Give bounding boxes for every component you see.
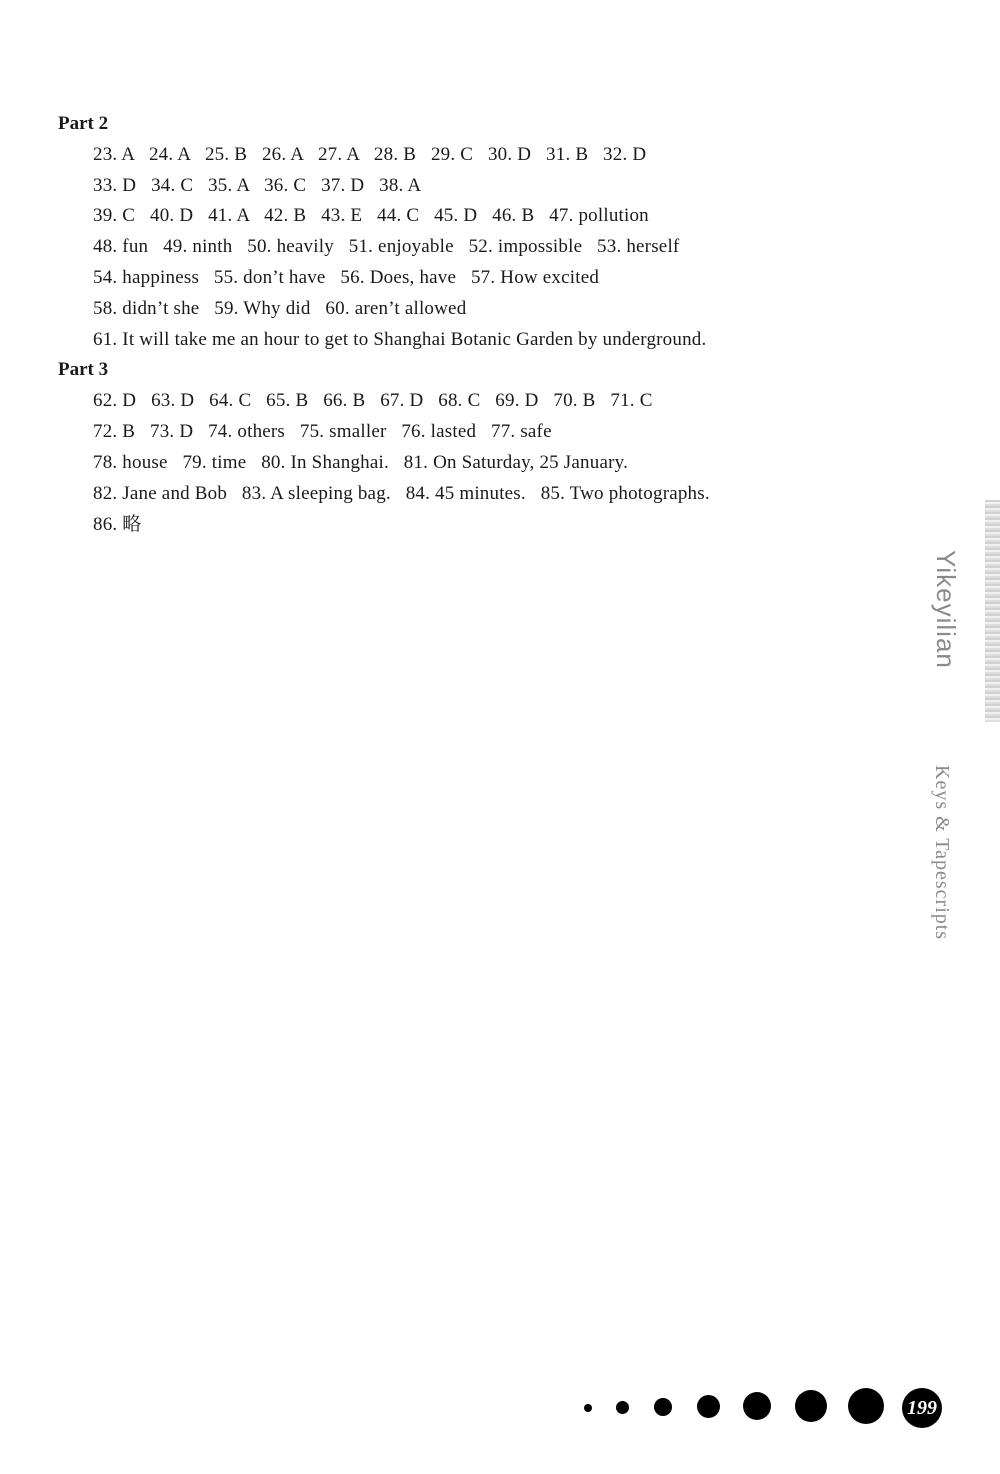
part-2-heading: Part 2 (58, 113, 109, 134)
answer-line: 58. didn’t she 59. Why did 60. aren’t allowed (93, 298, 467, 319)
answer-line: 39. C 40. D 41. A 42. B 43. E 44. C 45. D 46. B 47. pollution (93, 205, 649, 226)
footer-dot (795, 1390, 827, 1422)
answer-line: 82. Jane and Bob 83. A sleeping bag. 84. 45 minutes. 85. Two photographs. (93, 483, 710, 504)
answer-line: 54. happiness 55. don’t have 56. Does, have 57. How excited (93, 267, 600, 288)
answer-line: 78. house 79. time 80. In Shanghai. 81. On Saturday, 25 January. (93, 452, 629, 473)
page-edge-texture (985, 500, 1000, 722)
footer-dot (616, 1401, 629, 1414)
sidebar-title: Yikeyilian (931, 550, 961, 669)
answer-line: 48. fun 49. ninth 50. heavily 51. enjoyable 52. impossible 53. herself (93, 236, 680, 257)
footer-dot (697, 1395, 720, 1418)
footer-dot (584, 1404, 592, 1412)
answer-line: 72. B 73. D 74. others 75. smaller 76. lasted 77. safe (93, 421, 552, 442)
answer-line: 86. 略 (93, 514, 142, 535)
answer-line: 33. D 34. C 35. A 36. C 37. D 38. A (93, 175, 422, 196)
page-number: 199 (902, 1388, 942, 1428)
footer-dot (848, 1388, 884, 1424)
footer-dot (743, 1392, 771, 1420)
sidebar-subtitle: Keys & Tapescripts (931, 765, 953, 941)
footer-dot (654, 1398, 672, 1416)
part-3-heading: Part 3 (58, 359, 109, 380)
answer-line: 61. It will take me an hour to get to Shanghai Botanic Garden by underground. (93, 329, 707, 350)
answer-line: 23. A 24. A 25. B 26. A 27. A 28. B 29. C 30. D 31. B 32. D (93, 144, 647, 165)
answer-line: 62. D 63. D 64. C 65. B 66. B 67. D 68. C 69. D 70. B 71. C (93, 390, 653, 411)
